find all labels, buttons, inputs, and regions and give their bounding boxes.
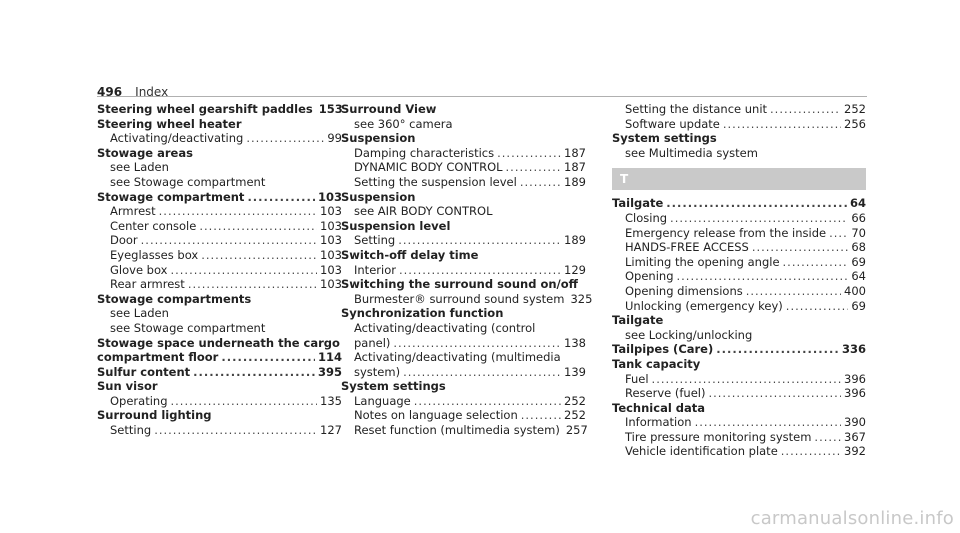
index-entry	[612, 196, 866, 313]
index-heading-label: compartment floor	[97, 350, 219, 365]
leader-dots	[670, 211, 848, 226]
index-subentry: see Locking/unlocking	[625, 327, 753, 342]
index-entry	[97, 102, 342, 117]
index-subentry: Activating/deactivating (control	[354, 320, 536, 335]
index-subentry: see Laden	[110, 306, 169, 321]
index-column-3	[612, 102, 866, 459]
index-subentry-label: Software update	[625, 116, 720, 131]
page-number: 496	[97, 85, 123, 99]
page-ref: 138	[564, 335, 586, 350]
index-heading: Stowage areas	[97, 145, 193, 160]
index-subentry	[341, 394, 586, 409]
leader-dots	[652, 372, 842, 387]
index-entry	[612, 342, 866, 357]
index-heading: Surround View	[341, 102, 437, 116]
page-ref: 103	[320, 218, 342, 233]
index-entry	[97, 190, 342, 292]
index-heading	[97, 350, 342, 365]
index-entry	[341, 219, 586, 248]
page-ref: 135	[320, 393, 342, 408]
leader-dots	[723, 117, 841, 132]
index-subentry	[341, 336, 586, 351]
index-subentry-label: Emergency release from the inside	[625, 225, 827, 240]
leader-dots	[497, 146, 561, 161]
page-ref: 103	[320, 204, 342, 219]
index-heading	[612, 342, 866, 357]
index-subentry-label: Burmester® surround sound system	[354, 291, 565, 306]
index-column-2	[341, 102, 593, 438]
index-subentry: see Multimedia system	[625, 145, 758, 160]
index-heading	[612, 196, 866, 211]
page-ref: 103	[320, 277, 342, 292]
page-ref: 103	[317, 189, 342, 204]
index-subentry	[341, 146, 586, 161]
leader-dots	[520, 175, 561, 190]
leader-dots	[193, 365, 315, 380]
index-subentry-label: Interior	[354, 262, 396, 277]
index-subentry-label: panel)	[354, 335, 391, 350]
index-subentry	[341, 365, 586, 380]
index-heading: Switching the surround sound on/off	[341, 277, 578, 292]
page-ref: 189	[564, 233, 586, 248]
index-subentry-label: Opening dimensions	[625, 283, 743, 298]
index-subentry	[612, 299, 866, 314]
index-heading: Steering wheel heater	[97, 116, 242, 131]
page-ref: 390	[844, 415, 866, 430]
index-heading: System settings	[612, 131, 717, 146]
index-subentry	[612, 444, 866, 459]
index-heading: System settings	[341, 379, 446, 394]
index-subentry	[612, 211, 866, 226]
leader-dots	[506, 160, 562, 175]
index-subentry-label: Eyeglasses box	[110, 247, 199, 262]
index-heading: Technical data	[612, 400, 706, 415]
index-subentry-label: Language	[354, 393, 411, 408]
index-entry	[612, 131, 866, 160]
index-subentry-label: Closing	[625, 210, 668, 225]
page-ref: 69	[851, 254, 866, 269]
index-subentry	[341, 175, 586, 190]
page-ref: 66	[851, 210, 866, 225]
page-header	[97, 81, 168, 103]
index-heading-label: Tailpipes (Care)	[612, 342, 714, 357]
leader-dots	[786, 299, 849, 314]
index-entry	[97, 146, 342, 190]
index-heading: Tailgate	[612, 313, 664, 328]
page-ref: 64	[851, 269, 866, 284]
leader-dots	[770, 102, 841, 117]
page-ref: 64	[849, 196, 866, 211]
page-ref: 367	[844, 429, 866, 444]
index-subentry-label: Limiting the opening angle	[625, 254, 780, 269]
leader-dots	[221, 350, 315, 365]
page-ref: 189	[564, 174, 586, 189]
index-subentry	[612, 240, 866, 255]
index-subentry-label: Setting the distance unit	[625, 102, 768, 116]
index-subentry-label: Door	[110, 233, 138, 248]
page-ref: 252	[564, 393, 586, 408]
index-subentry	[612, 386, 866, 401]
index-subentry	[97, 263, 342, 278]
index-subentry	[612, 226, 866, 241]
index-entry	[341, 131, 586, 189]
index-subentry: see Laden	[110, 160, 169, 175]
page-ref: 256	[844, 116, 866, 131]
index-entry	[341, 102, 586, 131]
index-subentry	[97, 219, 342, 234]
leader-dots	[398, 233, 561, 248]
index-heading	[97, 190, 342, 205]
index-heading: Suspension	[341, 131, 416, 146]
index-entry	[341, 379, 586, 437]
index-heading-label: Steering wheel gearshift paddles	[97, 102, 313, 116]
index-heading: Stowage compartments	[97, 291, 252, 306]
page-ref: 103	[320, 233, 342, 248]
section-title: Index	[135, 85, 169, 99]
index-subentry-label: Operating	[110, 393, 168, 408]
page-ref: 103	[320, 247, 342, 262]
index-subentry	[97, 233, 342, 248]
index-subentry-label: Fuel	[625, 371, 649, 386]
index-subentry-label: Opening	[625, 269, 674, 284]
index-entry	[341, 306, 586, 379]
leader-dots	[170, 263, 317, 278]
index-subentry-label: system)	[354, 364, 401, 379]
leader-dots	[399, 263, 561, 278]
page-ref: 396	[844, 371, 866, 386]
index-subentry-label: Setting	[110, 423, 152, 438]
index-entry	[97, 292, 342, 336]
page-ref: 129	[564, 262, 586, 277]
leader-dots	[829, 226, 848, 241]
page-ref: 99	[327, 131, 342, 146]
index-entry	[612, 401, 866, 459]
index-subentry-label: Reset function (multimedia system)	[354, 423, 560, 438]
index-entry	[97, 365, 342, 380]
page-ref: 187	[564, 145, 586, 160]
leader-dots	[746, 284, 841, 299]
index-subentry-label: Notes on language selection	[354, 408, 518, 423]
index-subentry: see Stowage compartment	[110, 320, 266, 335]
page-ref: 139	[564, 364, 586, 379]
index-subentry-label: Setting the suspension level	[354, 174, 517, 189]
index-subentry	[612, 102, 866, 117]
index-heading	[97, 102, 342, 117]
index-subentry	[341, 160, 586, 175]
page-ref: 400	[844, 283, 866, 298]
index-subentry	[612, 284, 866, 299]
index-heading: Stowage space underneath the cargo	[97, 335, 340, 350]
index-heading: Suspension level	[341, 218, 451, 233]
page-ref: 70	[851, 225, 866, 240]
leader-dots	[814, 430, 841, 445]
leader-dots	[521, 408, 561, 423]
index-heading: Tank capacity	[612, 356, 701, 371]
index-subentry	[97, 131, 342, 146]
index-subentry: see Stowage compartment	[110, 174, 266, 189]
leader-dots	[677, 269, 849, 284]
page-ref: 153	[318, 102, 343, 116]
index-subentry	[341, 408, 586, 423]
index-subentry-label: Vehicle identification plate	[625, 444, 778, 459]
index-entry	[97, 336, 342, 365]
leader-dots	[695, 415, 841, 430]
header-divider	[97, 96, 867, 97]
index-column-1	[97, 102, 342, 438]
index-subentry	[612, 415, 866, 430]
leader-dots	[188, 277, 317, 292]
leader-dots	[666, 196, 847, 211]
index-entry	[612, 313, 866, 342]
index-subentry-label: Reserve (fuel)	[625, 386, 706, 401]
index-subentry-label: Unlocking (emergency key)	[625, 298, 783, 313]
index-heading: Synchronization function	[341, 306, 504, 321]
index-heading: Surround lighting	[97, 408, 212, 423]
index-subentry	[612, 117, 866, 132]
index-subentry-label: HANDS-FREE ACCESS	[625, 240, 749, 255]
index-entry	[341, 248, 586, 277]
index-subentry-label: Glove box	[110, 262, 168, 277]
index-subentry-label: Rear armrest	[110, 277, 185, 292]
index-subentry: see 360° camera	[354, 116, 453, 131]
index-subentry	[341, 233, 586, 248]
leader-dots	[752, 240, 849, 255]
index-entry	[341, 277, 593, 306]
index-subentry-label: Armrest	[110, 204, 156, 219]
index-heading: Switch-off delay time	[341, 247, 479, 262]
index-heading: Suspension	[341, 189, 416, 204]
leader-dots	[716, 342, 839, 357]
index-subentry	[341, 291, 593, 307]
index-subentry	[612, 372, 866, 387]
index-subentry-label: Setting	[354, 233, 396, 248]
page-ref: 127	[320, 423, 342, 438]
index-entry	[612, 102, 866, 131]
index-heading-label: Sulfur content	[97, 364, 191, 379]
index-subentry: Activating/deactivating (multimedia	[354, 350, 561, 365]
page-ref: 395	[317, 364, 342, 379]
index-subentry	[341, 263, 586, 278]
page-ref: 336	[841, 342, 866, 357]
watermark-text: carmanualsonline.info	[750, 508, 954, 529]
index-subentry-label: DYNAMIC BODY CONTROL	[354, 160, 503, 175]
page-ref: 114	[317, 350, 342, 365]
index-subentry	[612, 269, 866, 284]
leader-dots	[708, 386, 841, 401]
index-subentry-label: Tire pressure monitoring system	[625, 429, 812, 444]
index-subentry	[97, 248, 342, 263]
leader-dots	[159, 204, 317, 219]
index-subentry	[612, 255, 866, 270]
leader-dots	[393, 336, 561, 351]
page-ref: 257	[565, 423, 588, 438]
leader-dots	[247, 190, 315, 205]
index-heading	[97, 365, 342, 380]
page-ref: 252	[844, 102, 866, 116]
index-subentry	[97, 394, 342, 409]
index-subentry-label: Activating/deactivating	[110, 131, 244, 146]
index-subentry	[97, 204, 342, 219]
leader-dots	[414, 394, 561, 409]
index-subentry-label: Information	[625, 415, 692, 430]
index-entry	[97, 408, 342, 437]
index-subentry	[97, 423, 342, 438]
page-ref: 187	[564, 160, 586, 175]
index-entry	[612, 357, 866, 401]
leader-dots	[141, 233, 317, 248]
index-heading-label: Tailgate	[612, 196, 664, 211]
page-ref: 325	[570, 291, 593, 306]
index-entry	[97, 117, 342, 146]
page-ref: 396	[844, 386, 866, 401]
page-ref: 68	[851, 240, 866, 255]
index-heading-label: Stowage compartment	[97, 189, 245, 204]
leader-dots	[171, 394, 318, 409]
page-ref: 392	[844, 444, 866, 459]
leader-dots	[403, 365, 561, 380]
page-ref: 252	[564, 408, 586, 423]
leader-dots	[783, 255, 849, 270]
page-ref: 103	[320, 262, 342, 277]
index-subentry-label: Center console	[110, 218, 197, 233]
index-entry	[341, 190, 586, 219]
index-subentry-label: Damping characteristics	[354, 145, 495, 160]
leader-dots	[199, 219, 317, 234]
index-subentry	[97, 277, 342, 292]
page-ref: 69	[851, 298, 866, 313]
letter-heading: T	[612, 168, 866, 190]
index-entry	[97, 379, 342, 408]
index-subentry	[341, 423, 586, 438]
leader-dots	[154, 423, 317, 438]
leader-dots	[246, 131, 324, 146]
index-subentry	[612, 430, 866, 445]
index-heading: Sun visor	[97, 379, 158, 394]
leader-dots	[201, 248, 317, 263]
leader-dots	[781, 444, 841, 459]
index-subentry: see AIR BODY CONTROL	[354, 204, 493, 219]
